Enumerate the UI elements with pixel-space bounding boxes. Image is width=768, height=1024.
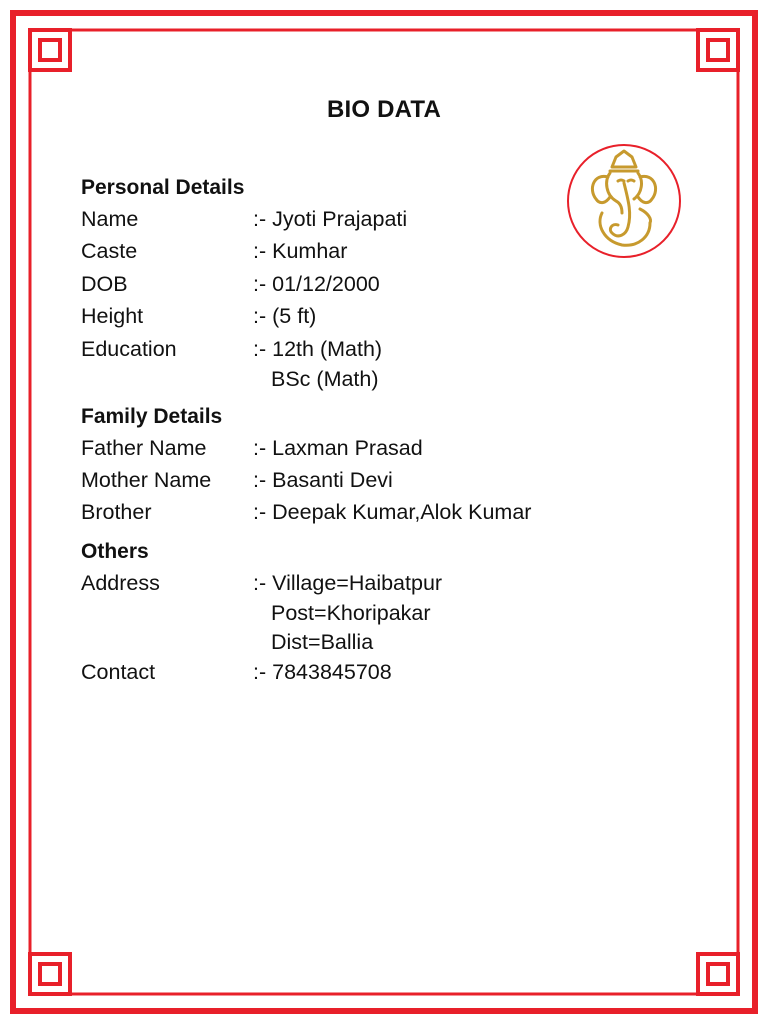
separator: :-	[253, 304, 267, 329]
document-title: BIO DATA	[326, 96, 442, 123]
value-text: Kumhar	[272, 239, 348, 264]
value-text: Basanti Devi	[272, 468, 393, 493]
separator: :-	[253, 500, 267, 525]
separator: :-	[253, 660, 267, 685]
section-heading-personal: Personal Details	[81, 176, 245, 199]
detail-label: Contact	[81, 660, 156, 685]
separator: :-	[253, 468, 267, 493]
others-section	[81, 537, 641, 689]
detail-label: Address	[81, 570, 160, 595]
separator: :-	[253, 570, 267, 595]
personal-details-section	[81, 173, 641, 394]
value-text: 01/12/2000	[272, 271, 380, 296]
separator: :-	[253, 271, 267, 296]
detail-label: Mother Name	[81, 468, 212, 493]
separator: :-	[253, 336, 267, 361]
biodata-content	[81, 173, 641, 689]
value-text: Jyoti Prajapati	[272, 207, 408, 231]
detail-label: Name	[81, 207, 139, 231]
value-text: Post=Khoripakar	[271, 601, 431, 626]
value-text: BSc (Math)	[271, 367, 379, 392]
separator: :-	[253, 435, 267, 460]
detail-row-name	[81, 203, 641, 235]
detail-label: Brother	[81, 500, 152, 525]
detail-row-contact	[81, 656, 641, 688]
value-text: (5 ft)	[272, 304, 317, 329]
separator: :-	[253, 207, 267, 231]
separator: :-	[253, 239, 267, 264]
detail-value	[253, 268, 641, 300]
detail-label: Father Name	[81, 435, 207, 460]
detail-value	[253, 235, 641, 267]
detail-row-brother	[81, 496, 641, 528]
detail-row-address	[81, 567, 641, 657]
detail-value	[253, 464, 641, 496]
detail-value	[253, 203, 641, 235]
detail-value	[253, 333, 641, 394]
detail-value	[253, 567, 641, 657]
value-text: Village=Haibatpur	[272, 570, 443, 595]
value-text: Deepak Kumar,Alok Kumar	[272, 500, 532, 525]
detail-row-dob	[81, 268, 641, 300]
detail-value	[253, 432, 641, 464]
detail-label: Height	[81, 304, 144, 329]
detail-row-education	[81, 333, 641, 394]
detail-value	[253, 656, 641, 688]
family-details-section	[81, 402, 641, 529]
detail-row-caste	[81, 235, 641, 267]
section-heading-others: Others	[81, 539, 149, 563]
value-text: 12th (Math)	[272, 336, 383, 361]
value-text: Laxman Prasad	[272, 435, 423, 460]
detail-value	[253, 300, 641, 332]
detail-value	[253, 496, 641, 528]
detail-label: DOB	[81, 271, 128, 296]
section-heading-family: Family Details	[81, 404, 223, 428]
detail-label: Caste	[81, 239, 138, 264]
detail-label: Education	[81, 336, 177, 361]
detail-row-father-name	[81, 432, 641, 464]
detail-row-height	[81, 300, 641, 332]
value-text: 7843845708	[272, 660, 392, 685]
value-text: Dist=Ballia	[271, 629, 374, 654]
detail-row-mother-name	[81, 464, 641, 496]
